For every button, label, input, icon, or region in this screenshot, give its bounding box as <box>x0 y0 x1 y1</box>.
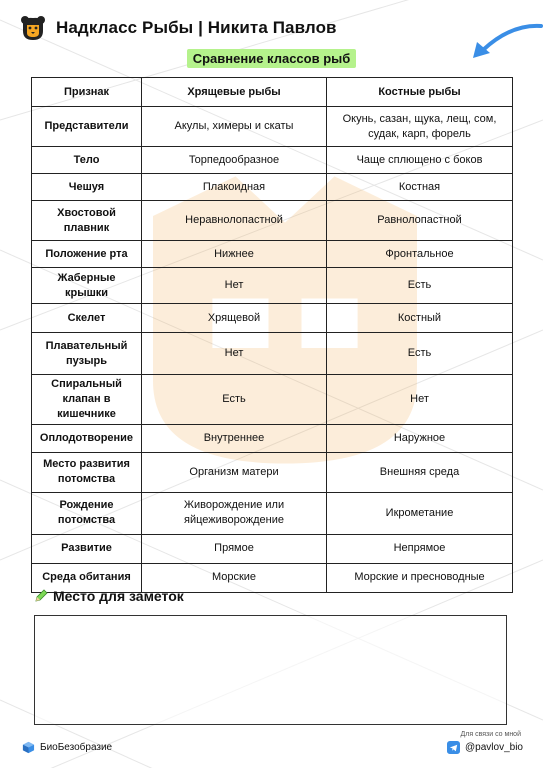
cartilaginous-cell: Акулы, химеры и скаты <box>142 107 327 147</box>
table-row <box>32 268 513 304</box>
bony-cell: Фронтальное <box>327 241 513 268</box>
bony-cell: Наружное <box>327 424 513 452</box>
table-row <box>32 201 513 241</box>
bony-cell: Окунь, сазан, щука, лещ, сом, судак, карп, форель <box>327 107 513 147</box>
cartilaginous-cell: Живорождение или яйцеживорождение <box>142 492 327 534</box>
bear-logo-icon <box>20 15 46 41</box>
feature-cell: Представители <box>32 107 142 147</box>
notes-heading <box>34 588 184 604</box>
table-row <box>32 375 513 425</box>
page-title: Надкласс Рыбы | Никита Павлов <box>56 18 337 37</box>
table-row <box>32 424 513 452</box>
feature-cell: Место развития потомства <box>32 452 142 492</box>
cartilaginous-cell: Есть <box>142 375 327 425</box>
table-row <box>32 452 513 492</box>
contact-label: Для связи со мной <box>460 731 521 738</box>
cartilaginous-cell: Внутреннее <box>142 424 327 452</box>
bony-cell: Икрометание <box>327 492 513 534</box>
cartilaginous-cell: Нет <box>142 333 327 375</box>
feature-cell: Тело <box>32 147 142 174</box>
bony-cell: Чаще сплющено с боков <box>327 147 513 174</box>
bony-cell: Морские и пресноводные <box>327 563 513 592</box>
bony-cell: Есть <box>327 333 513 375</box>
brand-name: БиоБезобразие <box>40 742 113 753</box>
feature-cell: Рождение потомства <box>32 492 142 534</box>
cartilaginous-cell: Морские <box>142 563 327 592</box>
feature-cell: Жаберные крышки <box>32 268 142 304</box>
feature-cell: Оплодотворение <box>32 424 142 452</box>
section-subtitle: Сравнение классов рыб <box>187 49 357 68</box>
feature-cell: Среда обитания <box>32 563 142 592</box>
table-row <box>32 333 513 375</box>
cartilaginous-cell: Нет <box>142 268 327 304</box>
pencil-icon <box>34 589 48 603</box>
table-row <box>32 241 513 268</box>
bony-cell: Костный <box>327 304 513 333</box>
table-row <box>32 147 513 174</box>
contact-handle[interactable]: @pavlov_bio <box>465 742 523 753</box>
feature-cell: Плавательный пузырь <box>32 333 142 375</box>
table-row <box>32 492 513 534</box>
cartilaginous-cell: Торпедообразное <box>142 147 327 174</box>
cartilaginous-cell: Организм матери <box>142 452 327 492</box>
feature-cell: Скелет <box>32 304 142 333</box>
table-row <box>32 174 513 201</box>
bony-cell: Внешняя среда <box>327 452 513 492</box>
notes-area[interactable] <box>34 615 507 725</box>
cartilaginous-cell: Нижнее <box>142 241 327 268</box>
bony-cell: Непрямое <box>327 534 513 563</box>
bony-cell: Равнолопастной <box>327 201 513 241</box>
table-row <box>32 107 513 147</box>
page-header <box>20 14 337 42</box>
feature-cell: Развитие <box>32 534 142 563</box>
notes-title: Место для заметок <box>53 588 184 604</box>
feature-cell: Спиральный клапан в кишечнике <box>32 375 142 425</box>
cartilaginous-cell: Плакоидная <box>142 174 327 201</box>
bony-cell: Есть <box>327 268 513 304</box>
feature-cell: Хвостовой плавник <box>32 201 142 241</box>
cartilaginous-cell: Прямое <box>142 534 327 563</box>
table-row <box>32 304 513 333</box>
header-bony: Костные рыбы <box>327 78 513 107</box>
feature-cell: Чешуя <box>32 174 142 201</box>
comparison-table <box>31 77 513 593</box>
cartilaginous-cell: Хрящевой <box>142 304 327 333</box>
cube-logo-icon <box>22 741 35 754</box>
footer-contact <box>447 731 523 754</box>
table-header-row <box>32 78 513 107</box>
header-feature: Признак <box>32 78 142 107</box>
bony-cell: Костная <box>327 174 513 201</box>
cartilaginous-cell: Неравнолопастной <box>142 201 327 241</box>
feature-cell: Положение рта <box>32 241 142 268</box>
telegram-icon <box>447 741 460 754</box>
header-cartilaginous: Хрящевые рыбы <box>142 78 327 107</box>
bony-cell: Нет <box>327 375 513 425</box>
table-row <box>32 534 513 563</box>
footer-brand <box>22 741 112 754</box>
